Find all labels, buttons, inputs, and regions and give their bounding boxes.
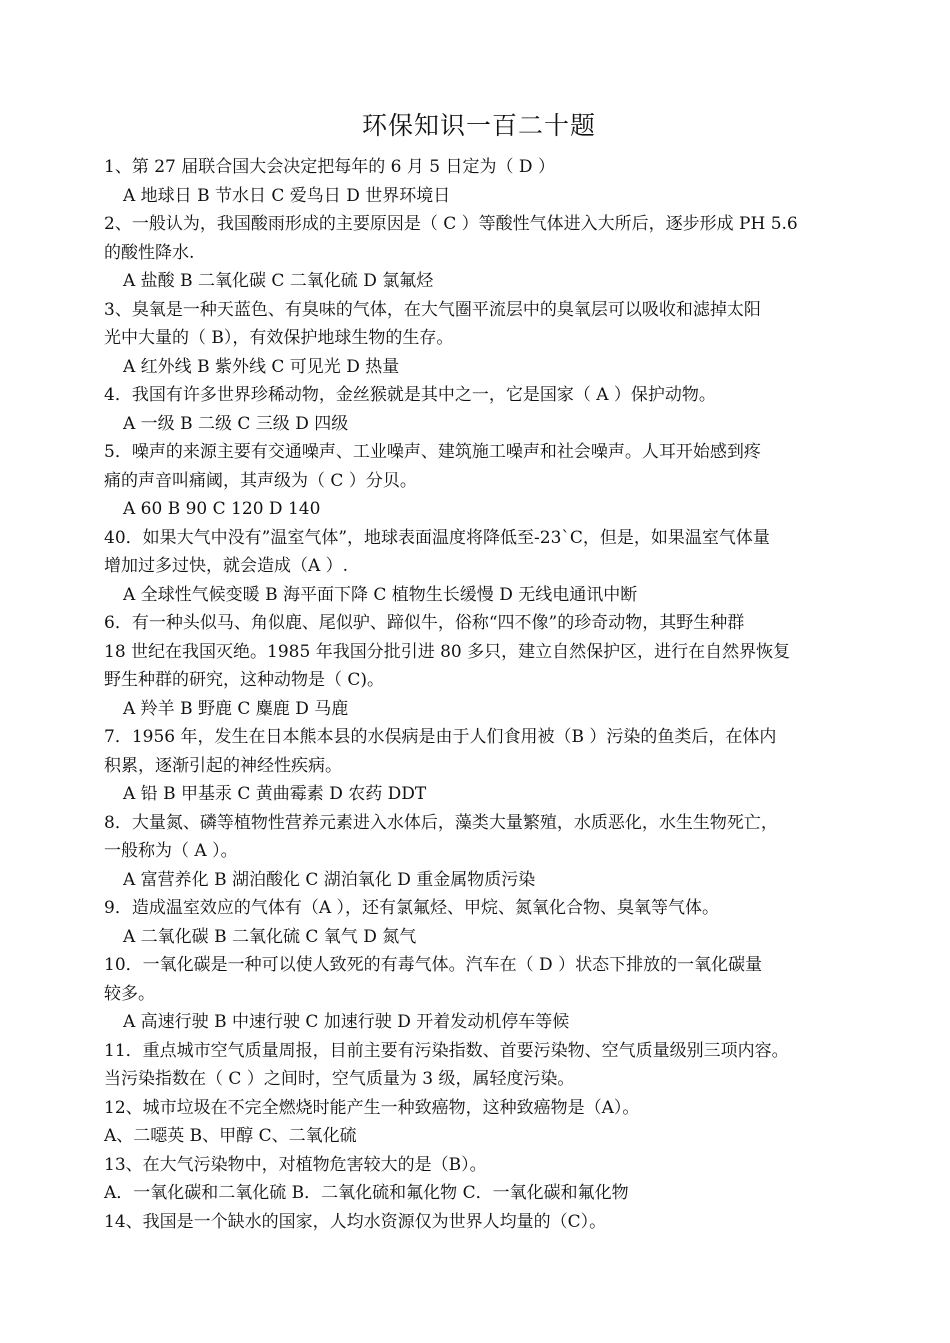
- answer-options-line: A 全球性气候变暖 B 海平面下降 C 植物生长缓慢 D 无线电通讯中断: [123, 584, 638, 605]
- question-text-line: 1、第 27 届联合国大会决定把每年的 6 月 5 日定为（ D ）: [104, 157, 555, 177]
- question-text-line: 痛的声音叫痛阈，其声级为（ C ）分贝。: [104, 470, 417, 491]
- question-text-line: 5．噪声的来源主要有交通噪声、工业噪声、建筑施工噪声和社会噪声。人耳开始感到疼: [104, 442, 761, 462]
- question-text-line: 增加过多过快，就会造成（A ）.: [104, 556, 349, 576]
- question-text-line: 4．我国有许多世界珍稀动物，金丝猴就是其中之一，它是国家（ A ）保护动物。: [104, 385, 716, 405]
- question-text-line: 2、一般认为，我国酸雨形成的主要原因是（ C ）等酸性气体进入大所后，逐步形成 PH 5.6: [104, 214, 798, 234]
- answer-options-line: A 二氧化碳 B 二氧化硫 C 氧气 D 氮气: [123, 926, 417, 947]
- question-text-line: 3、臭氧是一种天蓝色、有臭味的气体，在大气圈平流层中的臭氧层可以吸收和滤掉太阳: [104, 299, 761, 320]
- question-text-line: 积累，逐渐引起的神经性疾病。: [104, 755, 342, 776]
- question-text-line: 13、在大气污染物中，对植物危害较大的是（B）。: [104, 1154, 487, 1175]
- page-title: 环保知识一百二十题: [361, 111, 596, 140]
- answer-options-line: A 高速行驶 B 中速行驶 C 加速行驶 D 开着发动机停车等候: [123, 1012, 570, 1032]
- question-text-line: 40．如果大气中没有”温室气体”，地球表面温度将降低至-23`C，但是，如果温室气体量: [104, 527, 770, 548]
- answer-options-line: A 地球日 B 节水日 C 爱鸟日 D 世界环境日: [123, 185, 451, 206]
- answer-options-line: A 羚羊 B 野鹿 C 麋鹿 D 马鹿: [123, 698, 349, 719]
- question-text-line: 9．造成温室效应的气体有（A ），还有氯氟烃、甲烷、氮氧化合物、臭氧等气体。: [104, 898, 719, 918]
- question-text-line: 10．一氧化碳是一种可以使人致死的有毒气体。汽车在（ D ）状态下排放的一氧化碳量: [104, 955, 763, 975]
- answer-options-line: A 富营养化 B 湖泊酸化 C 湖泊氧化 D 重金属物质污染: [123, 869, 536, 890]
- answer-options-line: A 一级 B 二级 C 三级 D 四级: [123, 413, 349, 434]
- question-text-line: A、二噁英 B、甲醇 C、二氧化硫: [104, 1126, 357, 1146]
- question-text-line: 14、我国是一个缺水的国家，人均水资源仅为世界人均量的（C）。: [104, 1211, 607, 1232]
- question-text-line: 野生种群的研究，这种动物是（ C)。: [104, 670, 385, 690]
- question-text-line: 8．大量氮、磷等植物性营养元素进入水体后，藻类大量繁殖，水质恶化，水生生物死亡，: [104, 812, 778, 833]
- answer-options-line: A 红外线 B 紫外线 C 可见光 D 热量: [123, 356, 400, 377]
- question-text-line: 18 世纪在我国灭绝。1985 年我国分批引进 80 多只，建立自然保护区，进行在自然界恢复: [104, 641, 791, 662]
- question-text-line: 11．重点城市空气质量周报，目前主要有污染指数、首要污染物、空气质量级别三项内容。: [104, 1040, 789, 1061]
- question-text-line: 光中大量的（ B），有效保护地球生物的生存。: [104, 328, 454, 348]
- question-text-line: 的酸性降水.: [104, 242, 195, 263]
- question-text-line: 6．有一种头似马、角似鹿、尾似驴、蹄似牛，俗称“四不像”的珍奇动物，其野生种群: [104, 613, 745, 633]
- question-text-line: 12、城市垃圾在不完全燃烧时能产生一种致癌物，这种致癌物是（A）。: [104, 1097, 640, 1118]
- question-text-line: A．一氧化碳和二氧化硫 B．二氧化硫和氟化物 C．一氧化碳和氟化物: [104, 1183, 629, 1203]
- question-text-line: 较多。: [104, 983, 155, 1004]
- question-text-line: 当污染指数在（ C ）之间时，空气质量为 3 级，属轻度污染。: [104, 1069, 575, 1089]
- question-list: [104, 153, 854, 1236]
- answer-options-line: A 60 B 90 C 120 D 140: [123, 499, 321, 519]
- question-text-line: 一般称为（ A ）。: [104, 841, 238, 861]
- document-page: [104, 108, 854, 1236]
- question-text-line: 7．1956 年，发生在日本熊本县的水俣病是由于人们食用被（B ）污染的鱼类后，在体内: [104, 727, 777, 747]
- answer-options-line: A 盐酸 B 二氧化碳 C 二氧化硫 D 氯氟烃: [123, 271, 434, 291]
- answer-options-line: A 铅 B 甲基汞 C 黄曲霉素 D 农药 DDT: [123, 784, 427, 804]
